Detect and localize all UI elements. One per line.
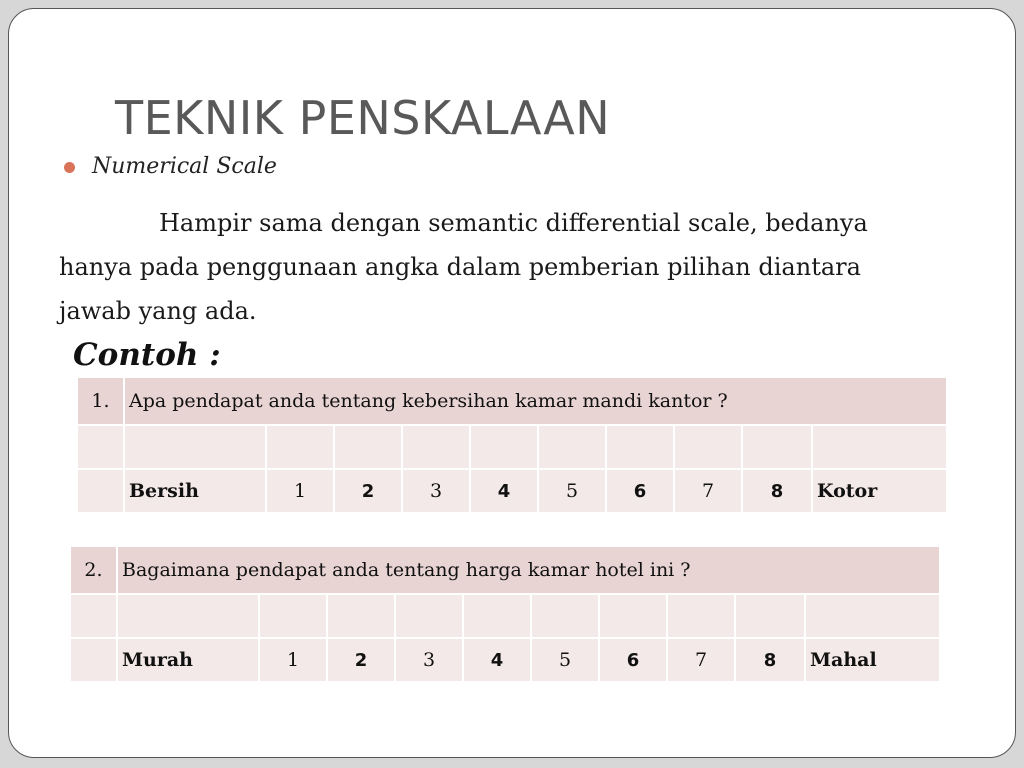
scale-number: 5 <box>538 469 606 513</box>
scale-row <box>70 638 940 682</box>
question-text: Apa pendapat anda tentang kebersihan kamar mandi kantor ? <box>124 377 947 425</box>
scale-number: 8 <box>742 469 812 513</box>
paragraph-line: jawab yang ada. <box>59 297 257 325</box>
right-label: Mahal <box>805 638 940 682</box>
scale-table-1 <box>76 376 948 514</box>
bullet-label: Numerical Scale <box>92 154 277 179</box>
right-label: Kotor <box>812 469 947 513</box>
scale-number: 1 <box>266 469 334 513</box>
question-number: 1. <box>77 377 124 425</box>
scale-table-2 <box>69 545 941 683</box>
empty-row <box>70 594 940 638</box>
slide-title: TEKNIK PENSKALAAN <box>115 91 611 145</box>
scale-number: 3 <box>395 638 463 682</box>
left-label: Murah <box>117 638 259 682</box>
question-number: 2. <box>70 546 117 594</box>
question-row <box>77 377 947 425</box>
example-heading: Contoh : <box>73 337 221 373</box>
description-paragraph <box>59 201 959 333</box>
paragraph-line: hanya pada penggunaan angka dalam pemberian pilihan diantara <box>59 253 861 281</box>
scale-number: 6 <box>599 638 667 682</box>
paragraph-line: Hampir sama dengan semantic differential scale, bedanya <box>159 209 868 237</box>
scale-number: 6 <box>606 469 674 513</box>
left-label: Bersih <box>124 469 266 513</box>
question-text: Bagaimana pendapat anda tentang harga kamar hotel ini ? <box>117 546 940 594</box>
scale-number: 8 <box>735 638 805 682</box>
scale-number: 3 <box>402 469 470 513</box>
bullet-dot-icon <box>64 162 75 173</box>
scale-number: 1 <box>259 638 327 682</box>
scale-number: 4 <box>470 469 538 513</box>
scale-number: 2 <box>334 469 402 513</box>
scale-number: 7 <box>667 638 735 682</box>
question-row <box>70 546 940 594</box>
empty-row <box>77 425 947 469</box>
scale-row <box>77 469 947 513</box>
scale-number: 4 <box>463 638 531 682</box>
scale-number: 2 <box>327 638 395 682</box>
scale-number: 7 <box>674 469 742 513</box>
scale-number: 5 <box>531 638 599 682</box>
